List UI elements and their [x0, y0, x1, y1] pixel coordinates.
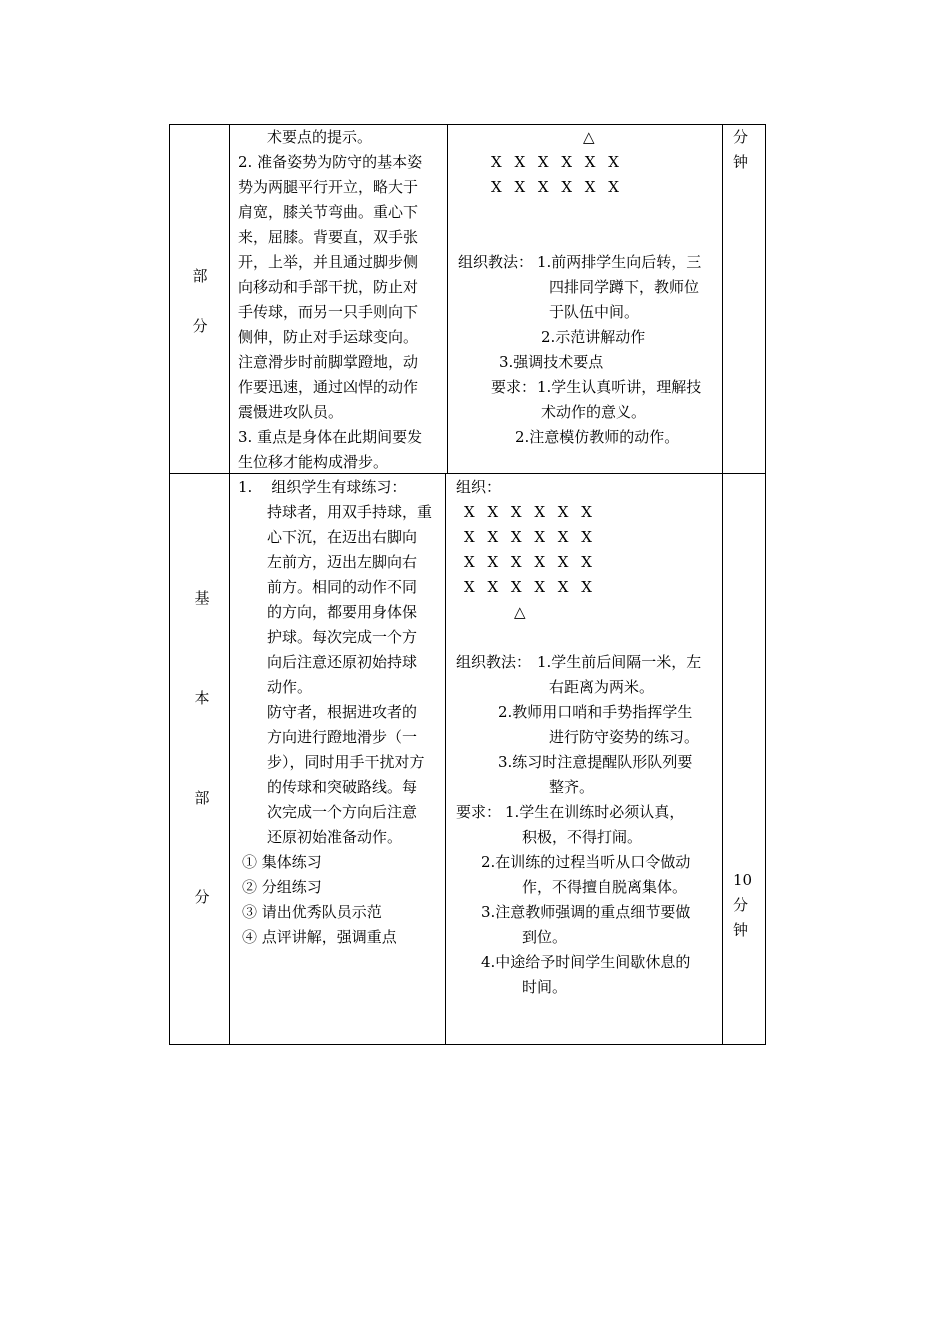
basic-content-line: 的传球和突破路线。每	[267, 778, 418, 796]
basic-time-line: 钟	[733, 921, 749, 939]
basic-content-line: 次完成一个方向后注意	[267, 803, 418, 821]
basic-requirement-line: 3.注意教师强调的重点细节要做	[481, 903, 691, 921]
prep-content-line: 生位移才能构成滑步。	[238, 453, 389, 471]
prep-method-line: 于队伍中间。	[549, 303, 640, 321]
prep-content-line: 作要迅速，通过凶悍的动作	[238, 378, 419, 396]
basic-requirement-line: 到位。	[522, 928, 568, 946]
basic-content-line: 还原初始准备动作。	[267, 828, 403, 846]
basic-content-line: ② 分组练习	[242, 878, 322, 896]
table-right-border	[765, 124, 766, 1045]
basic-method-line: 右距离为两米。	[549, 678, 655, 696]
basic-content-line: 左前方，迈出左脚向右	[267, 553, 418, 571]
prep-method-line: 2.示范讲解动作	[541, 328, 646, 346]
basic-content-line: 心下沉，在迈出右脚向	[267, 528, 418, 546]
formation-row: X X X X X X	[464, 503, 592, 521]
basic-content-line: 1. 组织学生有球练习：	[238, 478, 407, 496]
basic-requirement-line: 1.学生在训练时必须认真，	[505, 803, 685, 821]
prep-content-line: 术要点的提示。	[267, 128, 373, 146]
basic-requirement-line: 时间。	[522, 978, 568, 996]
basic-content-line: 动作。	[267, 678, 313, 696]
basic-requirement-label: 要求：	[456, 803, 502, 821]
prep-content-line: 震慑进攻队员。	[238, 403, 344, 421]
basic-method-line: 1.学生前后间隔一米，左	[537, 653, 702, 671]
basic-content-line: 护球。每次完成一个方	[267, 628, 418, 646]
basic-content-line: ① 集体练习	[242, 853, 322, 871]
basic-content-line: 的方向，都要用身体保	[267, 603, 418, 621]
basic-content-line: 向后注意还原初始持球	[267, 653, 418, 671]
formation-row: X X X X X X	[491, 178, 619, 196]
basic-time-line: 分	[733, 896, 749, 914]
basic-method-line: 2.教师用口哨和手势指挥学生	[498, 703, 693, 721]
formation-row: X X X X X X	[464, 528, 592, 546]
basic-content-line: 方向进行蹬地滑步（一	[267, 728, 418, 746]
prep-content-line: 肩宽，膝关节弯曲。重心下	[238, 203, 419, 221]
prep-content-line: 3. 重点是身体在此期间要发	[238, 428, 423, 446]
prep-method-line: 四排同学蹲下，教师位	[549, 278, 700, 296]
basic-content-line: 前方。相同的动作不同	[267, 578, 418, 596]
table-bottom-border	[169, 1044, 766, 1045]
teacher-triangle: △	[583, 128, 595, 146]
basic-part-label-char: 部	[194, 789, 210, 807]
formation-row: X X X X X X	[491, 153, 619, 171]
basic-part-label-char: 基	[194, 589, 210, 607]
prep-requirement-label: 要求：	[491, 378, 537, 396]
prep-content-line: 手传球，而另一只手则向下	[238, 303, 419, 321]
basic-method-line: 整齐。	[549, 778, 595, 796]
basic-requirement-line: 作，不得擅自脱离集体。	[522, 878, 688, 896]
prep-time-line: 分	[733, 128, 749, 146]
basic-time-line: 10	[733, 871, 753, 889]
prep-method-line: 3.强调技术要点	[499, 353, 604, 371]
basic-method-line: 进行防守姿势的练习。	[549, 728, 700, 746]
basic-part-label-char: 本	[194, 689, 210, 707]
prep-method-label: 组织教法：	[458, 253, 534, 271]
basic-content-line: 防守者，根据进攻者的	[267, 703, 418, 721]
formation-row: X X X X X X	[464, 578, 592, 596]
teacher-triangle: △	[514, 603, 526, 621]
basic-requirement-line: 4.中途给予时间学生间歇休息的	[481, 953, 691, 971]
col-divider-2b	[445, 474, 446, 1045]
basic-org-label: 组织：	[456, 478, 502, 496]
prep-content-line: 开，上举，并且通过脚步侧	[238, 253, 419, 271]
prep-content-line: 侧伸，防止对手运球变向。	[238, 328, 419, 346]
col-divider-3	[722, 124, 723, 1045]
prep-time-line: 钟	[733, 153, 749, 171]
col-divider-2a	[447, 124, 448, 474]
prep-requirement-line: 术动作的意义。	[541, 403, 647, 421]
basic-part-label-char: 分	[194, 888, 210, 906]
basic-method-label: 组织教法：	[456, 653, 532, 671]
prep-requirement-line: 1.学生认真听讲，理解技	[537, 378, 702, 396]
basic-requirement-line: 积极，不得打闹。	[522, 828, 643, 846]
prep-content-line: 2. 准备姿势为防守的基本姿	[238, 153, 423, 171]
table-left-border	[169, 124, 170, 1045]
basic-content-line: ③ 请出优秀队员示范	[242, 903, 382, 921]
prep-part-label-bottom: 分	[192, 317, 208, 335]
basic-method-line: 3.练习时注意提醒队形队列要	[498, 753, 693, 771]
prep-method-line: 1.前两排学生向后转，三	[537, 253, 702, 271]
table-top-border	[169, 124, 766, 125]
prep-part-label-top: 部	[192, 267, 208, 285]
prep-content-line: 向移动和手部干扰，防止对	[238, 278, 419, 296]
basic-content-line: 步），同时用手干扰对方	[267, 753, 425, 771]
basic-requirement-line: 2.在训练的过程当听从口令做动	[481, 853, 691, 871]
basic-content-line: 持球者，用双手持球，重	[267, 503, 433, 521]
basic-content-line: ④ 点评讲解，强调重点	[242, 928, 397, 946]
prep-content-line: 注意滑步时前脚掌蹬地，动	[238, 353, 419, 371]
prep-content-line: 来，屈膝。背要直，双手张	[238, 228, 419, 246]
prep-requirement-line: 2.注意模仿教师的动作。	[515, 428, 680, 446]
formation-row: X X X X X X	[464, 553, 592, 571]
prep-content-line: 势为两腿平行开立，略大于	[238, 178, 419, 196]
